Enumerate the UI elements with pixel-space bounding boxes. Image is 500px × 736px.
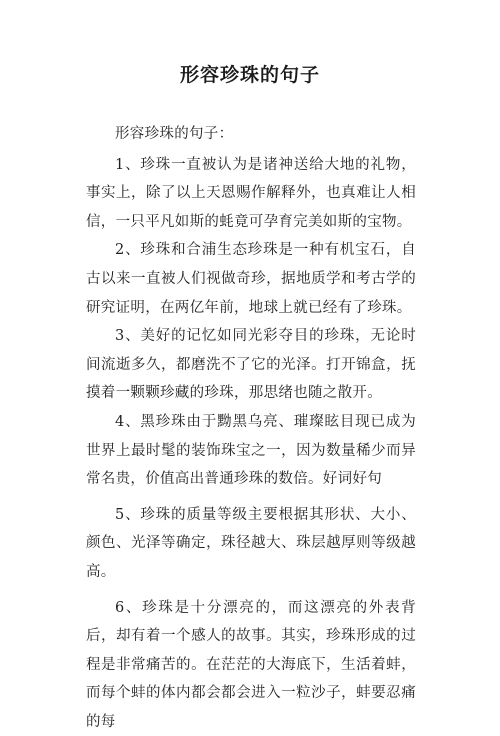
intro-line: 形容珍珠的句子：	[86, 120, 416, 149]
paragraph-6: 6、珍珠是十分漂亮的，而这漂亮的外表背后，却有着一个感人的故事。其实，珍珠形成的过程是非常痛苦的。在茫茫的大海底下，生活着蚌，而每个蚌的体内都会都会进入一粒沙子，蚌要忍痛的每	[86, 594, 416, 736]
paragraph-2: 2、珍珠和合浦生态珍珠是一种有机宝石，自古以来一直被人们视做奇珍，据地质学和考古学的研究证明，在两亿年前，地球上就已经有了珍珠。	[86, 236, 416, 322]
paragraph-4: 4、黑珍珠由于黝黑乌亮、璀璨眩目现已成为世界上最时髦的装饰珠宝之一，因为数量稀少而异常名贵，价值高出普通珍珠的数倍。好词好句	[86, 408, 416, 494]
paragraph-5: 5、珍珠的质量等级主要根据其形状、大小、颜色、光泽等确定，珠径越大、珠层越厚则等级越高。	[86, 501, 416, 587]
paragraph-1: 1、珍珠一直被认为是诸神送给大地的礼物，事实上，除了以上天恩赐作解释外，也真难让人相信，一只平凡如斯的蚝竟可孕育完美如斯的宝物。	[86, 151, 416, 237]
paragraph-3: 3、美好的记忆如同光彩夺目的珍珠，无论时间流逝多久，都磨洗不了它的光泽。打开锦盒，抚摸着一颗颗珍藏的珍珠，那思绪也随之散开。	[86, 322, 416, 408]
document-title: 形容珍珠的句子	[0, 62, 500, 88]
document-body	[86, 120, 416, 736]
